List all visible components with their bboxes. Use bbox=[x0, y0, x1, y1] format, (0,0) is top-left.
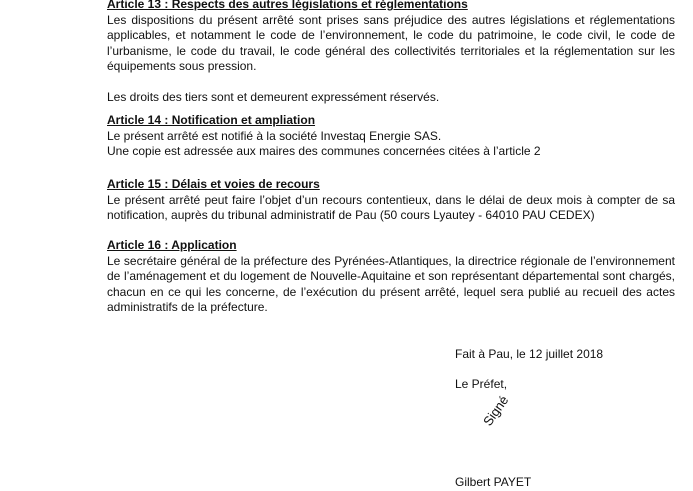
article-13 bbox=[107, 0, 675, 105]
article-16-heading: Article 16 : Application bbox=[107, 238, 237, 252]
signature-place-date: Fait à Pau, le 12 juillet 2018 bbox=[455, 347, 604, 361]
article-15-paragraph: Le présent arrêté peut faire l’objet d’un recours contentieux, dans le délai de deux mois à compter de sa notification, auprès du tribunal administratif de Pau (50 cours Lyautey - 64010 PAU CEDEX) bbox=[107, 192, 675, 222]
article-16-paragraph: Le secrétaire général de la préfecture des Pyrénées-Atlantiques, la directrice régionale de l’environnement de l’aménagement et du logement de Nouvelle-Aquitaine et son représentant départemental sont chargés, chacun en ce qui les concerne, de l’exécution du présent arrêté, lequel sera publié au recueil des actes administratifs de la préfecture. bbox=[107, 253, 675, 314]
article-15-heading: Article 15 : Délais et voies de recours bbox=[107, 177, 320, 191]
article-13-heading: Article 13 : Respects des autres législations et réglementations bbox=[107, 0, 468, 11]
signature-title: Le Préfet, bbox=[455, 377, 508, 391]
article-14-copy: Une copie est adressée aux maires des communes concernées citées à l’article 2 bbox=[107, 144, 541, 158]
article-16 bbox=[107, 238, 675, 316]
article-14 bbox=[107, 113, 675, 160]
signatory-name: Gilbert PAYET bbox=[455, 475, 532, 489]
article-14-notification: Le présent arrêté est notifié à la société Investaq Energie SAS. bbox=[107, 128, 442, 143]
article-14-heading: Article 14 : Notification et ampliation bbox=[107, 113, 316, 127]
article-13-reserved-rights: Les droits des tiers sont et demeurent expressément réservés. bbox=[107, 89, 440, 104]
article-15 bbox=[107, 177, 675, 224]
article-13-paragraph: Les dispositions du présent arrêté sont prises sans préjudice des autres législations et réglementations applicables, et notamment le code de l’environnement, le code du patrimoine, le code civil, le code de l’urbanisme, le code du travail, le code général des collectivités territoriales et la réglementation sur les équipements sous pression. bbox=[107, 12, 675, 73]
signed-mark: Signé bbox=[480, 392, 512, 429]
